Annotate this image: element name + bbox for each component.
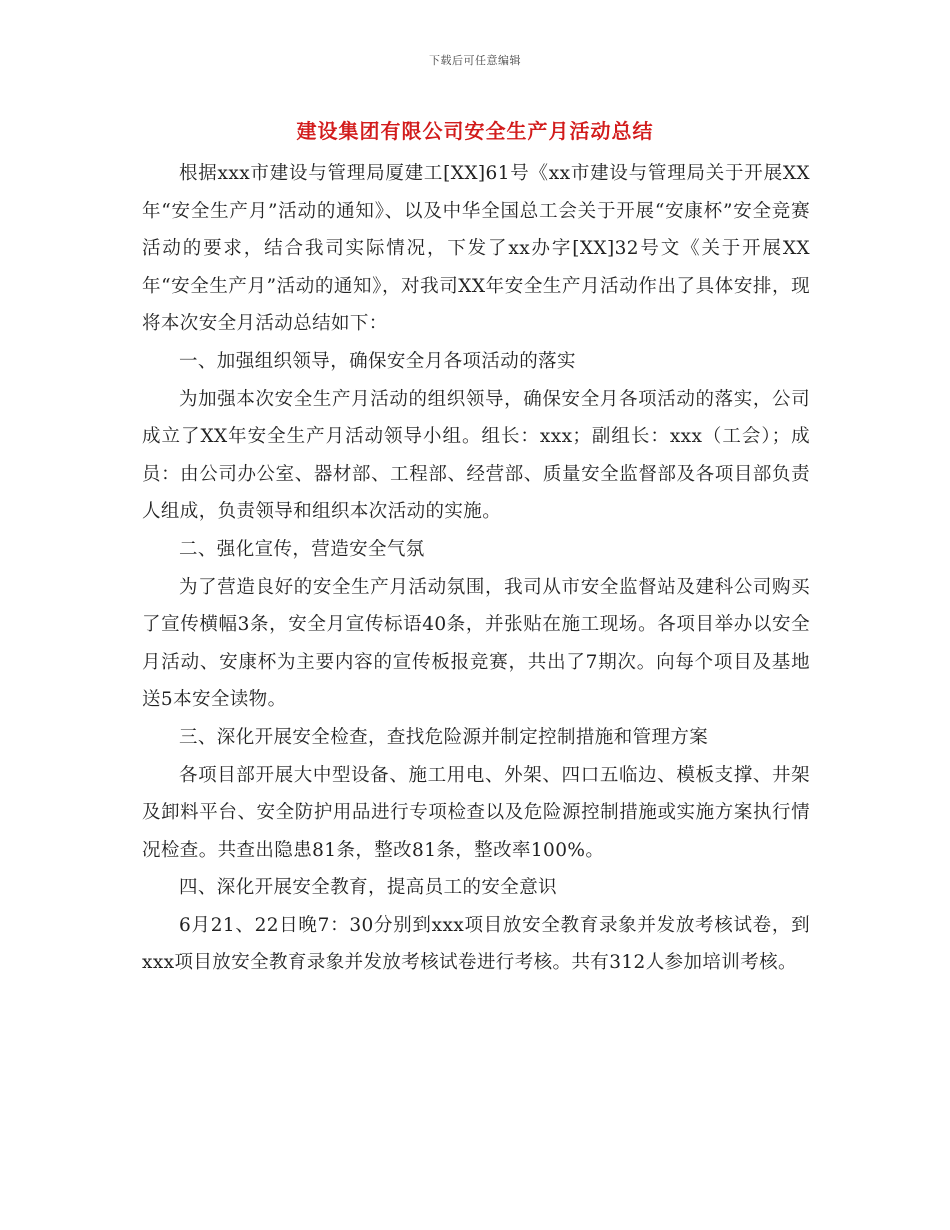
document-body xyxy=(142,155,810,982)
section-paragraph-2: 为了营造良好的安全生产月活动氛围，我司从市安全监督站及建科公司购买了宣传横幅3条，安全月宣传标语40条，并张贴在施工现场。各项目举办以安全月活动、安康杯为主要内容的宣传板报竞赛，共出了7期次。向每个项目及基地送5本安全读物。 xyxy=(142,576,810,711)
section-heading-4: 四、深化开展安全教育，提高员工的安全意识 xyxy=(179,877,558,899)
section-paragraph-4: 6月21、22日晚7：30分别到xxx项目放安全教育录象并发放考核试卷，到xxx项目放安全教育录象并发放考核试卷进行考核。共有312人参加培训考核。 xyxy=(142,914,810,974)
section-paragraph-1: 为加强本次安全生产月活动的组织领导，确保安全月各项活动的落实，公司成立了XX年安全生产月活动领导小组。组长：xxx；副组长：xxx（工会）；成员：由公司办公室、器材部、工程部、经营部、质量安全监督部及各项目部负责人组成，负责领导和组织本次活动的实施。 xyxy=(142,388,810,523)
section-paragraph-3: 各项目部开展大中型设备、施工用电、外架、四口五临边、模板支撑、井架及卸料平台、安全防护用品进行专项检查以及危险源控制措施或实施方案执行情况检查。共查出隐患81条，整改81条，整改率100%。 xyxy=(142,764,810,861)
header-note: 下载后可任意编辑 xyxy=(429,54,521,67)
document-title: 建设集团有限公司安全生产月活动总结 xyxy=(296,119,654,143)
section-heading-1: 一、加强组织领导，确保安全月各项活动的落实 xyxy=(179,350,576,372)
section-heading-3: 三、深化开展安全检查，查找危险源并制定控制措施和管理方案 xyxy=(179,726,709,748)
section-heading-2: 二、强化宣传，营造安全气氛 xyxy=(179,538,425,560)
intro-paragraph: 根据xxx市建设与管理局厦建工[XX]61号《xx市建设与管理局关于开展XX年“安全生产月”活动的通知》、以及中华全国总工会关于开展“安康杯”安全竞赛活动的要求，结合我司实际情况，下发了xx办字[XX]32号文《关于开展XX年“安全生产月”活动的通知》，对我司XX年安全生产月活动作出了具体安排，现将本次安全月活动总结如下： xyxy=(142,163,810,335)
